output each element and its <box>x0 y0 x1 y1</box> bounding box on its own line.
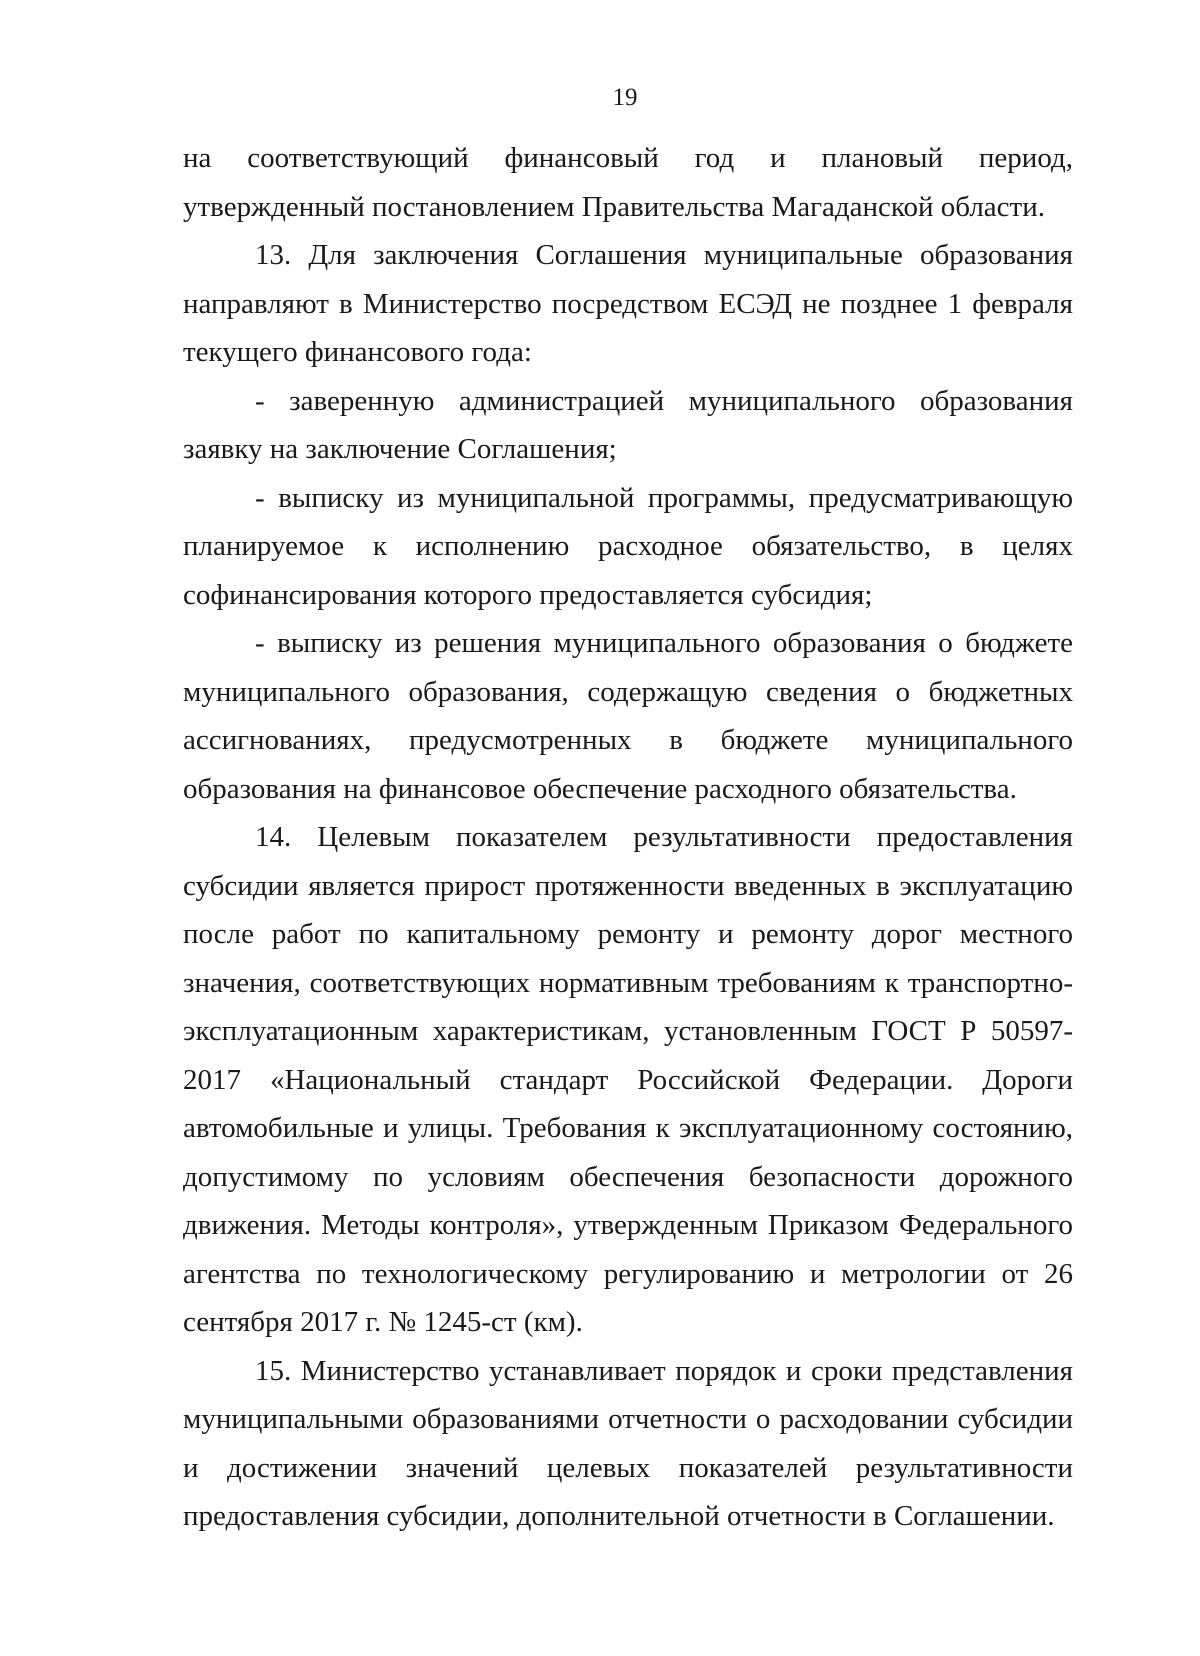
page-number: 19 <box>612 84 638 111</box>
paragraph-13-item-program-extract: - выписку из муниципальной программы, предусматривающую планируемое к исполнению расходное обязательство, в целях софинансирования которого предоставляется субсидия; <box>183 481 1073 611</box>
paragraph-13: 13. Для заключения Соглашения муниципальные образования направляют в Министерство посредством ЕСЭД не позднее 1 февраля текущего финансового года: <box>183 239 1073 368</box>
paragraph-14: 14. Целевым показателем результативности предоставления субсидии является прирост протяженности введенных в эксплуатацию после работ по капитальному ремонту и ремонту дорог местного значения, соответствующих нормативным требованиям к транспортно-эксплуатационным характеристикам, установленным ГОСТ Р 50597-2017 «Национальный стандарт Российской Федерации. Дороги автомобильные и улицы. Требования к эксплуатационному состоянию, допустимому по условиям обеспечения безопасности дорожного движения. Методы контроля», утвержденным Приказом Федерального агентства по технологическому регулированию и метрологии от 26 сентября 2017 г. № 1245-ст (км). <box>183 821 1073 1338</box>
paragraph-15: 15. Министерство устанавливает порядок и сроки представления муниципальными образованиями отчетности о расходовании субсидии и достижении значений целевых показателей результативности предоставления субсидии, дополнительной отчетности в Соглашении. <box>183 1354 1073 1532</box>
document-body <box>183 134 1073 1541</box>
paragraph-13-item-budget-extract: - выписку из решения муниципального образования о бюджете муниципального образования, содержащую сведения о бюджетных ассигнованиях, предусмотренных в бюджете муниципального образования на финансовое обеспечение расходного обязательства. <box>183 627 1073 805</box>
paragraph-13-item-application: - заверенную администрацией муниципального образования заявку на заключение Соглашения; <box>183 384 1073 465</box>
paragraph-continuation: на соответствующий финансовый год и плановый период, утвержденный постановлением Правительства Магаданской области. <box>183 142 1073 223</box>
